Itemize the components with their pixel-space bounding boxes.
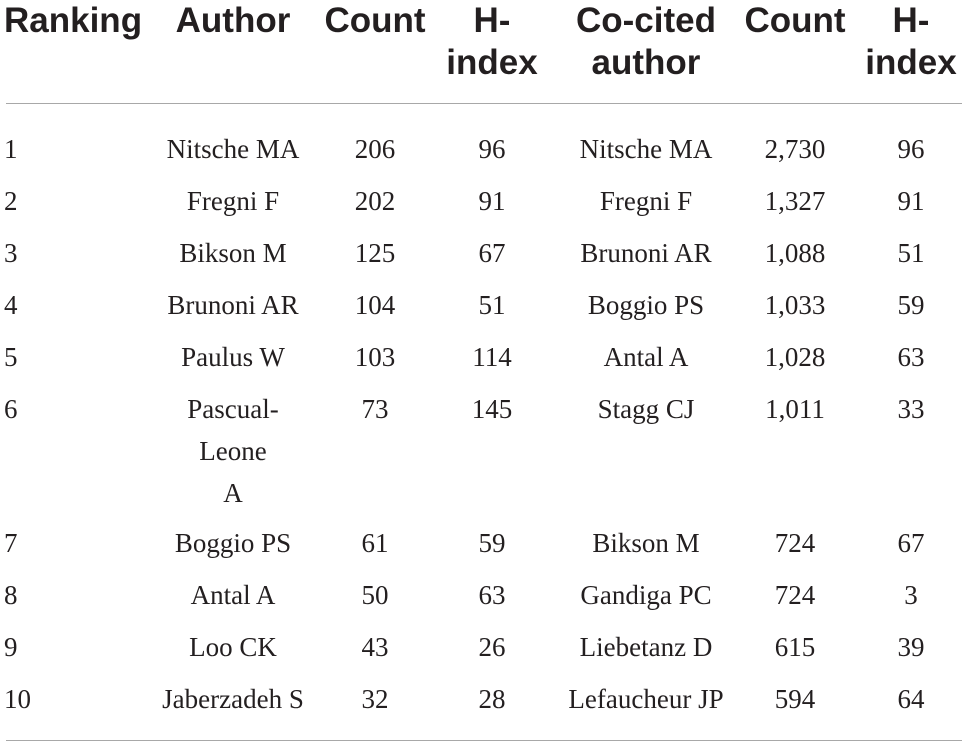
cell-ranking: 6 <box>4 394 18 424</box>
cell-ranking: 3 <box>4 238 18 268</box>
cell-h-index: 63 <box>478 580 506 610</box>
cell-co-h-index: 59 <box>897 290 925 320</box>
cell-author <box>150 336 316 378</box>
header-h-index <box>440 0 544 84</box>
cell-author-line: Jaberzadeh S <box>162 684 304 714</box>
cell-ranking: 5 <box>4 342 18 372</box>
cell-h-index: 114 <box>472 342 512 372</box>
cell-author <box>150 284 316 326</box>
header-co-h-index-line: index <box>865 43 957 82</box>
cell-h-index: 26 <box>478 632 506 662</box>
cell-count: 50 <box>361 580 389 610</box>
cell-author-line: Pascual- <box>187 394 279 424</box>
cell-count: 61 <box>361 528 389 558</box>
cell-count: 104 <box>354 290 396 320</box>
cell-author <box>150 522 316 564</box>
bottom-rule <box>6 740 962 741</box>
header-author <box>150 0 316 42</box>
cell-count: 43 <box>361 632 389 662</box>
cell-author-line: Loo CK <box>189 632 277 662</box>
cell-h-index: 28 <box>478 684 506 714</box>
cell-co-cited-author: Boggio PS <box>587 290 705 320</box>
header-count-line: Count <box>324 1 426 40</box>
header-co-cited-author-line: Co-cited <box>576 1 716 40</box>
cell-h-index: 91 <box>478 186 506 216</box>
cell-count: 202 <box>354 186 396 216</box>
cell-co-h-index: 39 <box>897 632 925 662</box>
cell-author <box>150 128 316 170</box>
cell-count: 125 <box>354 238 396 268</box>
cell-count: 103 <box>354 342 396 372</box>
header-co-cited-author-line: author <box>591 43 701 82</box>
cell-author <box>150 180 316 222</box>
header-co-h-index-line: H- <box>892 1 930 40</box>
header-co-cited-author <box>550 0 742 84</box>
cell-ranking: 2 <box>4 186 18 216</box>
cell-ranking: 1 <box>4 134 18 164</box>
cell-co-count: 1,327 <box>764 186 826 216</box>
cell-co-cited-author: Brunoni AR <box>580 238 712 268</box>
cell-co-cited-author: Fregni F <box>599 186 693 216</box>
cell-ranking: 10 <box>4 684 31 714</box>
cell-author <box>150 388 316 514</box>
header-co-h-index <box>858 0 964 84</box>
cell-h-index: 145 <box>471 394 513 424</box>
cell-co-h-index: 3 <box>904 580 918 610</box>
cell-h-index: 96 <box>478 134 506 164</box>
cell-author-line: Fregni F <box>186 186 280 216</box>
cell-author <box>150 678 316 720</box>
cell-h-index: 51 <box>478 290 506 320</box>
cell-ranking: 7 <box>4 528 18 558</box>
cell-ranking: 9 <box>4 632 18 662</box>
cell-author <box>150 232 316 274</box>
cell-co-cited-author: Nitsche MA <box>579 134 713 164</box>
cell-ranking: 8 <box>4 580 18 610</box>
cell-co-h-index: 91 <box>897 186 925 216</box>
cell-co-cited-author: Antal A <box>603 342 689 372</box>
cell-h-index: 59 <box>478 528 506 558</box>
cell-co-count: 1,088 <box>764 238 826 268</box>
header-ranking <box>4 0 144 42</box>
cell-co-h-index: 33 <box>897 394 925 424</box>
cell-author-line: Leone <box>199 436 267 466</box>
header-rule <box>6 103 962 104</box>
cell-co-cited-author: Stagg CJ <box>597 394 695 424</box>
cell-co-cited-author: Bikson M <box>592 528 700 558</box>
header-ranking-line: Ranking <box>4 1 143 40</box>
cell-author-line: Nitsche MA <box>166 134 300 164</box>
header-co-count-line: Count <box>744 1 846 40</box>
cell-co-h-index: 64 <box>897 684 925 714</box>
cell-count: 73 <box>361 394 389 424</box>
header-h-index-line: H- <box>473 1 511 40</box>
cell-co-cited-author: Gandiga PC <box>580 580 712 610</box>
cell-co-count: 1,028 <box>764 342 826 372</box>
cell-count: 206 <box>354 134 396 164</box>
cell-author-line: Boggio PS <box>174 528 292 558</box>
cell-co-count: 2,730 <box>764 134 826 164</box>
cell-co-cited-author: Lefaucheur JP <box>568 684 724 714</box>
cell-co-count: 1,033 <box>764 290 826 320</box>
cell-co-count: 1,011 <box>765 394 825 424</box>
cell-author-line: Paulus W <box>181 342 285 372</box>
cell-co-h-index: 67 <box>897 528 925 558</box>
header-author-line: Author <box>175 1 291 40</box>
cell-co-h-index: 63 <box>897 342 925 372</box>
header-count <box>320 0 430 42</box>
cell-co-count: 724 <box>774 528 816 558</box>
cell-author-line: Brunoni AR <box>167 290 299 320</box>
cell-co-cited-author: Liebetanz D <box>579 632 713 662</box>
header-h-index-line: index <box>446 43 538 82</box>
cell-ranking: 4 <box>4 290 18 320</box>
cell-co-count: 724 <box>774 580 816 610</box>
cell-author <box>150 574 316 616</box>
cell-co-h-index: 96 <box>897 134 925 164</box>
cell-h-index: 67 <box>478 238 506 268</box>
cell-author-line: Antal A <box>190 580 276 610</box>
cell-co-count: 615 <box>774 632 816 662</box>
cell-co-count: 594 <box>774 684 816 714</box>
cell-co-h-index: 51 <box>897 238 925 268</box>
cell-author-line: Bikson M <box>179 238 287 268</box>
header-co-count <box>742 0 848 42</box>
cell-author <box>150 626 316 668</box>
cell-author-line: A <box>223 478 243 508</box>
cell-count: 32 <box>361 684 389 714</box>
